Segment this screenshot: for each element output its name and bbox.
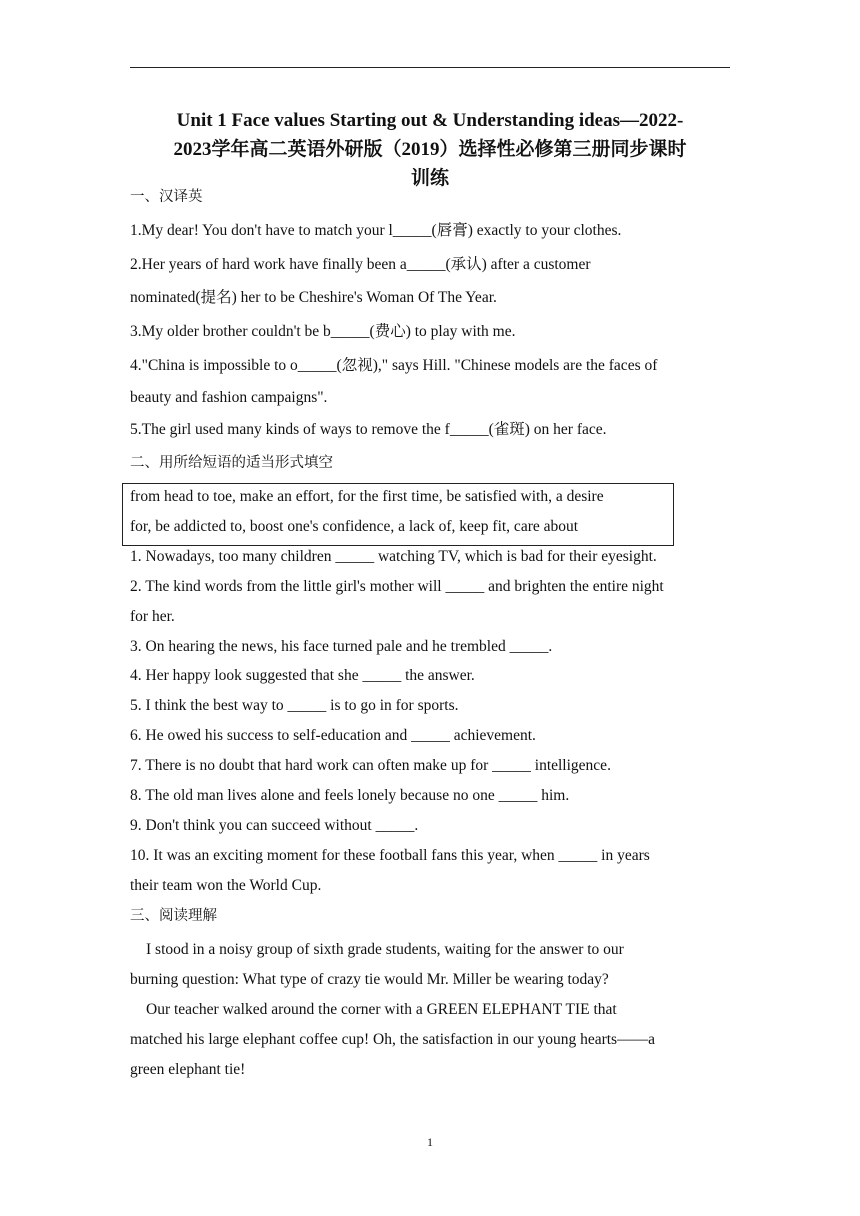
s3-line: matched his large elephant coffee cup! Oh, the satisfaction in our young hearts——a bbox=[130, 1031, 655, 1048]
s3-line: green elephant tie! bbox=[130, 1061, 246, 1078]
section-3-heading: 三、阅读理解 bbox=[130, 908, 217, 924]
s2-line: 1. Nowadays, too many children _____ watching TV, which is bad for their eyesight. bbox=[130, 548, 657, 565]
section-2-heading: 二、用所给短语的适当形式填空 bbox=[130, 455, 333, 471]
s2-line: 2. The kind words from the little girl's mother will _____ and brighten the entire night bbox=[130, 578, 664, 595]
s1-line: 3.My older brother couldn't be b_____(费心) to play with me. bbox=[130, 323, 516, 340]
s1-line: 5.The girl used many kinds of ways to remove the f_____(雀斑) on her face. bbox=[130, 421, 607, 438]
page-number: 1 bbox=[427, 1135, 433, 1149]
s1-line: 2.Her years of hard work have finally been a_____(承认) after a customer bbox=[130, 256, 591, 273]
phrase-box-line: for, be addicted to, boost one's confidence, a lack of, keep fit, care about bbox=[130, 518, 579, 535]
s2-line: for her. bbox=[130, 608, 175, 625]
document-title bbox=[130, 106, 730, 193]
s2-line: their team won the World Cup. bbox=[130, 877, 322, 894]
s2-line: 4. Her happy look suggested that she _____ the answer. bbox=[130, 667, 475, 684]
s3-line: Our teacher walked around the corner with a GREEN ELEPHANT TIE that bbox=[146, 1001, 617, 1018]
section-1-heading: 一、汉译英 bbox=[130, 189, 203, 205]
s2-line: 7. There is no doubt that hard work can often make up for _____ intelligence. bbox=[130, 757, 611, 774]
title-line-2: 2023学年高二英语外研版（2019）选择性必修第三册同步课时 bbox=[173, 139, 687, 160]
title-line-1: Unit 1 Face values Starting out & Understanding ideas—2022- bbox=[176, 110, 684, 131]
s2-line: 8. The old man lives alone and feels lonely because no one _____ him. bbox=[130, 787, 570, 804]
s3-line: I stood in a noisy group of sixth grade students, waiting for the answer to our bbox=[146, 941, 624, 958]
s2-line: 10. It was an exciting moment for these football fans this year, when _____ in years bbox=[130, 847, 650, 864]
s2-line: 9. Don't think you can succeed without _____. bbox=[130, 817, 419, 834]
s1-line: beauty and fashion campaigns". bbox=[130, 389, 328, 406]
s1-line: nominated(提名) her to be Cheshire's Woman Of The Year. bbox=[130, 289, 497, 306]
s1-line: 4."China is impossible to o_____(忽视)," says Hill. "Chinese models are the faces of bbox=[130, 357, 658, 374]
header-rule bbox=[130, 67, 730, 68]
phrase-box bbox=[122, 483, 674, 546]
s1-line: 1.My dear! You don't have to match your l_____(唇膏) exactly to your clothes. bbox=[130, 222, 622, 239]
phrase-box-line: from head to toe, make an effort, for the first time, be satisfied with, a desire bbox=[130, 488, 604, 505]
s2-line: 3. On hearing the news, his face turned pale and he trembled _____. bbox=[130, 638, 553, 655]
s3-line: burning question: What type of crazy tie would Mr. Miller be wearing today? bbox=[130, 971, 609, 988]
title-line-3: 训练 bbox=[410, 168, 449, 189]
s2-line: 5. I think the best way to _____ is to go in for sports. bbox=[130, 697, 459, 714]
s2-line: 6. He owed his success to self-education and _____ achievement. bbox=[130, 727, 536, 744]
